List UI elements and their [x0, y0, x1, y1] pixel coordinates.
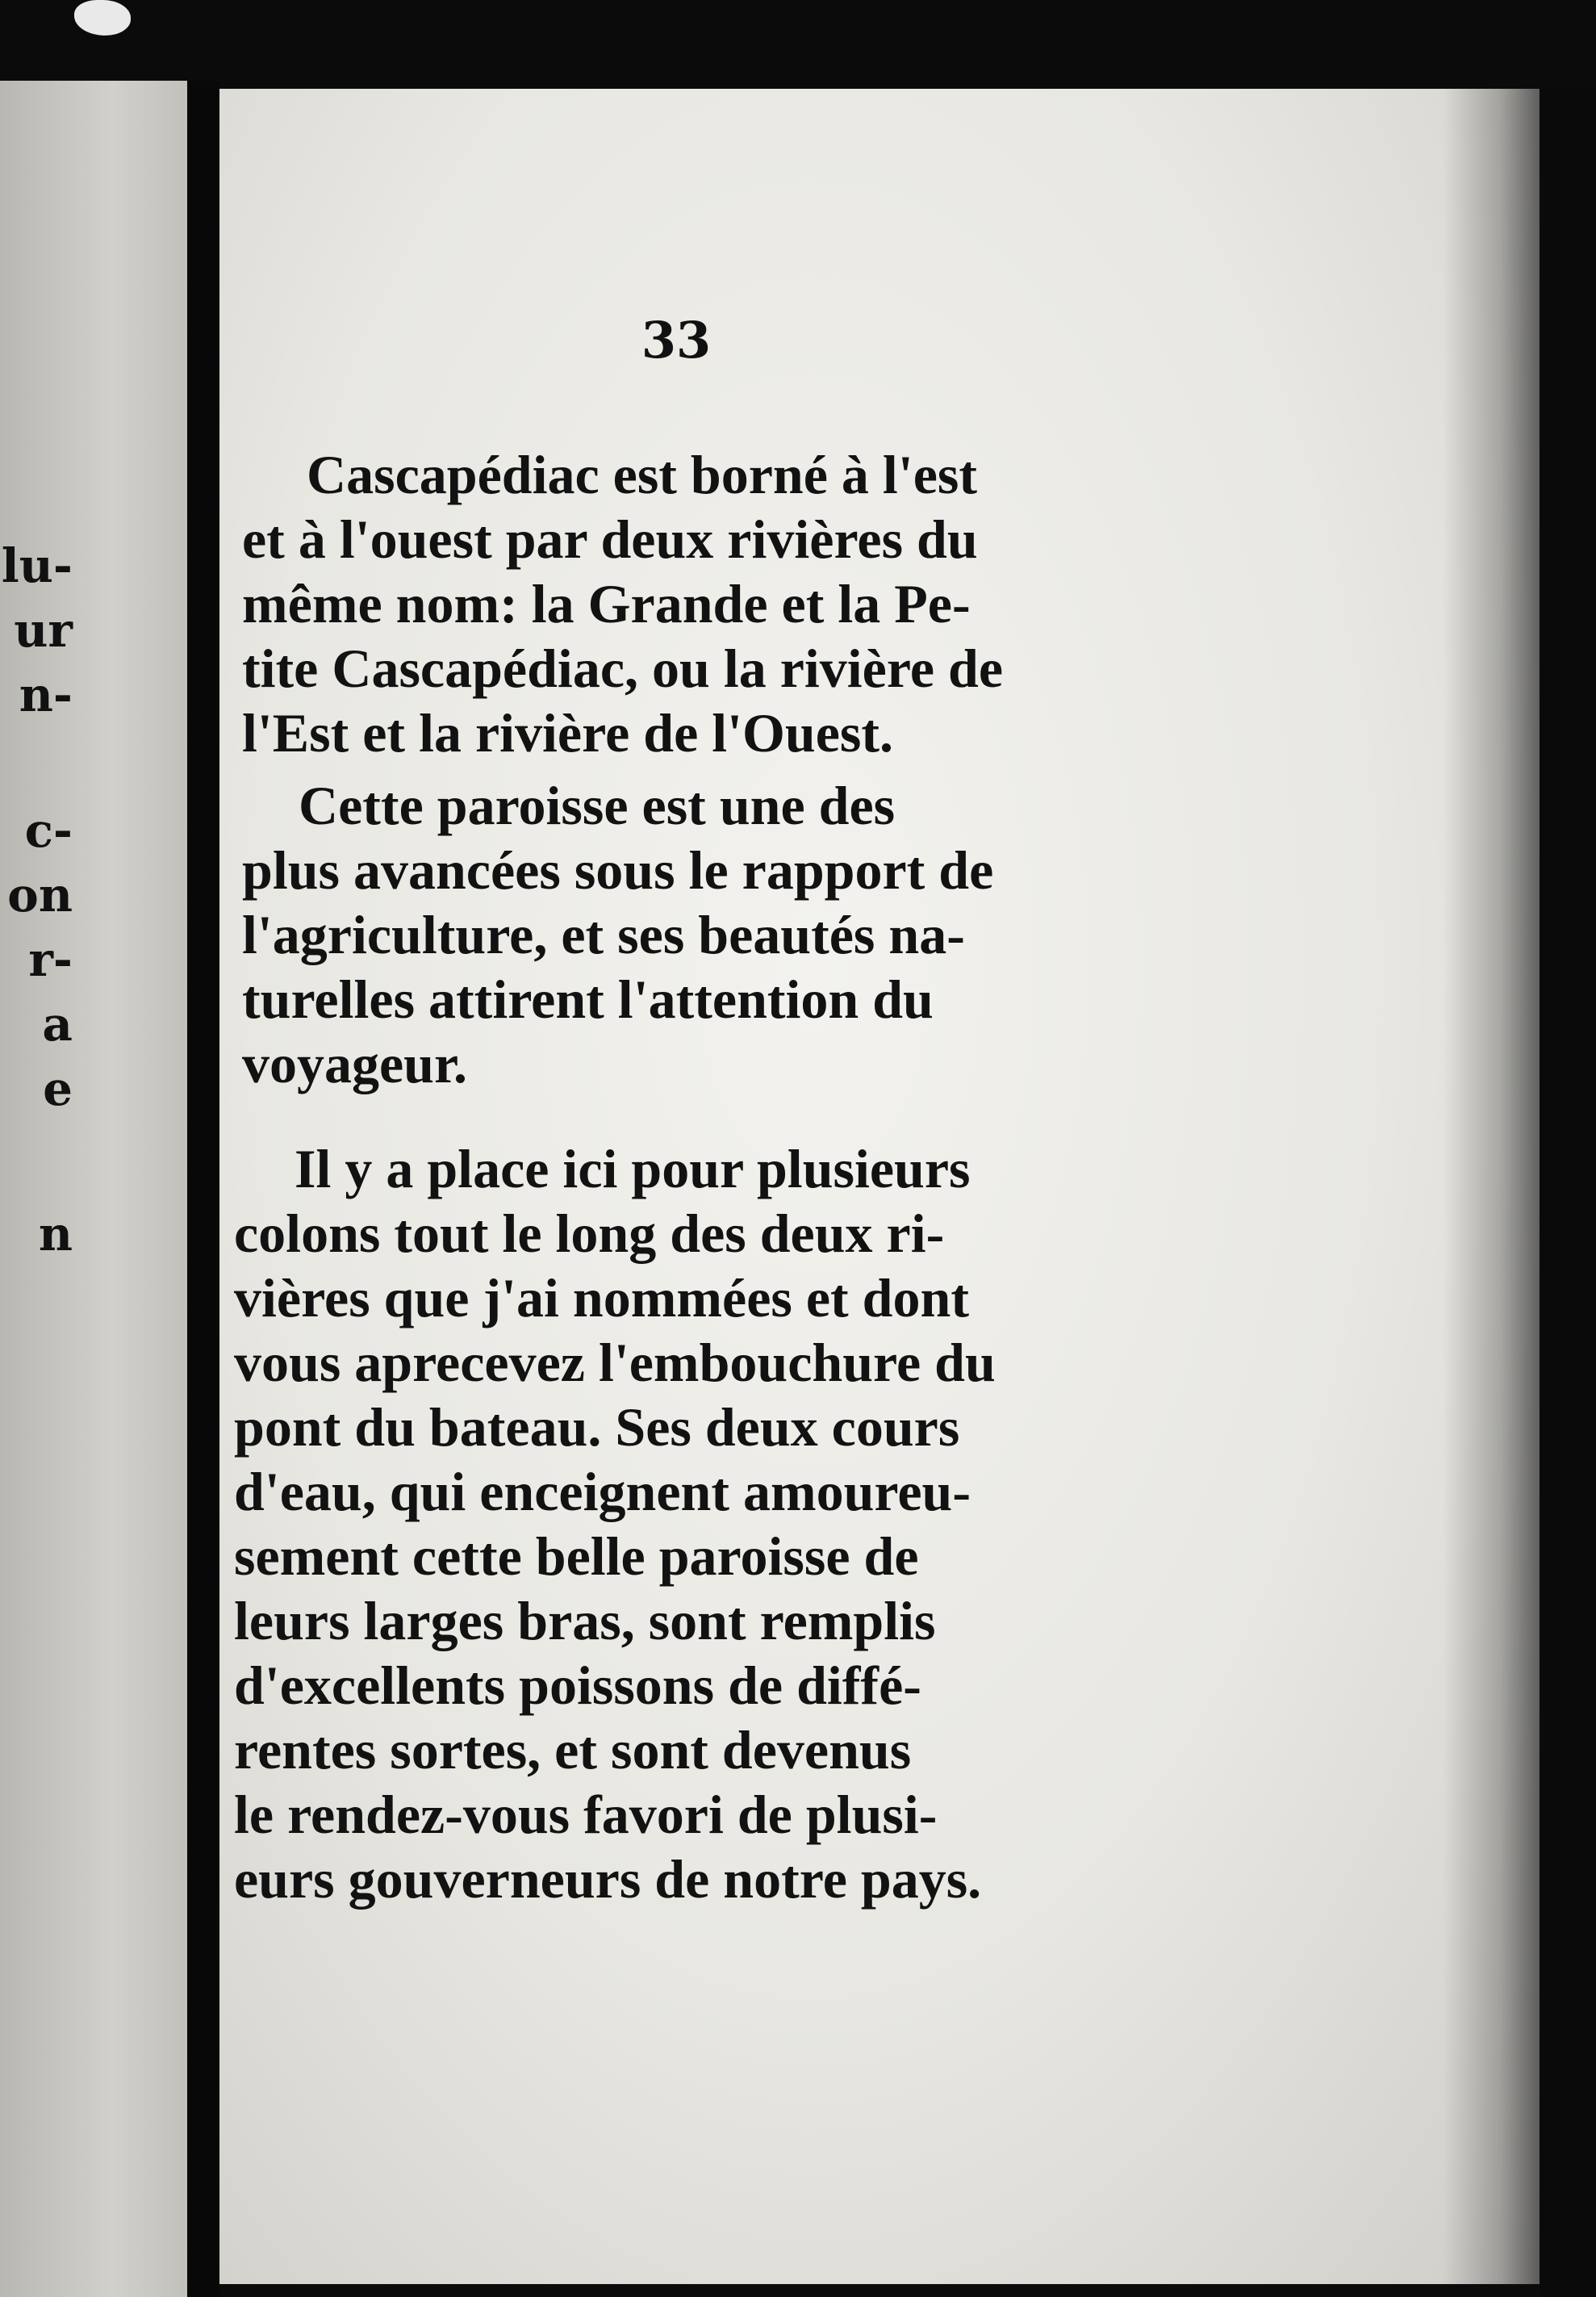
facing-page-fragment: lu- [1, 538, 73, 593]
book-gutter [187, 81, 219, 2297]
scan-speck [74, 0, 131, 36]
facing-page [0, 81, 187, 2297]
facing-page-fragment: on [7, 868, 73, 923]
page-edge-shadow [1443, 89, 1540, 2284]
facing-page-fragment: n- [19, 667, 73, 722]
facing-page-fragment: a [42, 997, 73, 1052]
page-number: 33 [641, 311, 712, 370]
facing-page-fragment: c- [24, 803, 73, 858]
facing-page-fragment: n [38, 1207, 73, 1261]
paragraph-1: Cascapédiac est borné à l'est et à l'ouest par deux rivières du même nom: la Grande et la Pe- tite Cascapédiac, ou la rivière de l'Est et la rivière de l'Ouest. [242, 444, 1004, 764]
paragraph-3: Il y a place ici pour plusieurs colons tout le long des deux ri- vières que j'ai nommées et dont vous aprecevez l'embouchure du pont du bateau. Ses deux cours d'eau, qui enceignent amoureu- sement cette belle paroisse de leurs larges bras, sont remplis d'excellents poissons de diffé- rentes sortes, et sont devenus le rendez-vous favori de plusi- eurs gouverneurs de notre pays. [234, 1138, 996, 1910]
scan-border [1540, 89, 1596, 2297]
paragraph-2: Cette paroisse est une des plus avancées sous le rapport de l'agriculture, et ses beautés na- turelles attirent l'attention du voyageur. [242, 775, 994, 1094]
facing-page-fragment: ur [14, 603, 73, 658]
facing-page-fragment: r- [28, 932, 73, 987]
facing-page-fragment: e [43, 1061, 73, 1116]
